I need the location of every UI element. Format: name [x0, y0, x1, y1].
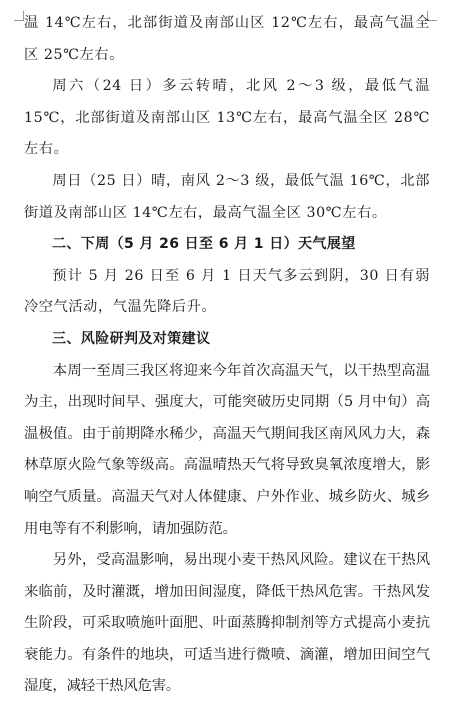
paragraph-dry-hot-wind-advice: 另外，受高温影响，易出现小麦干热风风险。建议在干热风来临前，及时灌溉，增加田间湿度，降低干热风危害。干热风发生阶段，可采取喷施叶面肥、叶面蒸腾抑制剂等方式提高小麦抗衰能力。有条件的地块，可适当进行微喷、滴灌，增加田间空气湿度，减轻干热风危害。 [24, 552, 430, 695]
paragraph-next-week-outlook: 预计 5 月 26 日至 6 月 1 日天气多云到阴，30 日有弱冷空气活动，气温先降后升。 [24, 267, 430, 316]
document-body [24, 8, 430, 703]
page-corner-mark-left [14, 11, 24, 21]
paragraph-friday-continued: 温 14℃左右，北部街道及南部山区 12℃左右，最高气温全区 25℃左右。 [24, 15, 430, 63]
section-heading-risk: 三、风险研判及对策建议 [52, 330, 211, 347]
paragraph-saturday-forecast: 周六（24 日）多云转晴，北风 2～3 级，最低气温 15℃，北部街道及南部山区 13℃左右，最高气温全区 28℃左右。 [24, 78, 430, 158]
paragraph-high-temperature-risk: 本周一至周三我区将迎来今年首次高温天气，以干热型高温为主，出现时间早、强度大，可能突破历史同期（5 月中旬）高温极值。由于前期降水稀少，高温天气期间我区南风风力大，森林草原火险气象等级高。高温晴热天气将导致臭氧浓度增大，影响空气质量。高温天气对人体健康、户外作业、城乡防火、城乡用电等有不利影响，请加强防范。 [24, 362, 430, 537]
paragraph-sunday-forecast: 周日（25 日）晴，南风 2～3 级，最低气温 16℃，北部街道及南部山区 14℃左右，最高气温全区 30℃左右。 [24, 172, 430, 221]
section-heading-next-week: 二、下周（5 月 26 日至 6 月 1 日）天气展望 [52, 236, 356, 253]
